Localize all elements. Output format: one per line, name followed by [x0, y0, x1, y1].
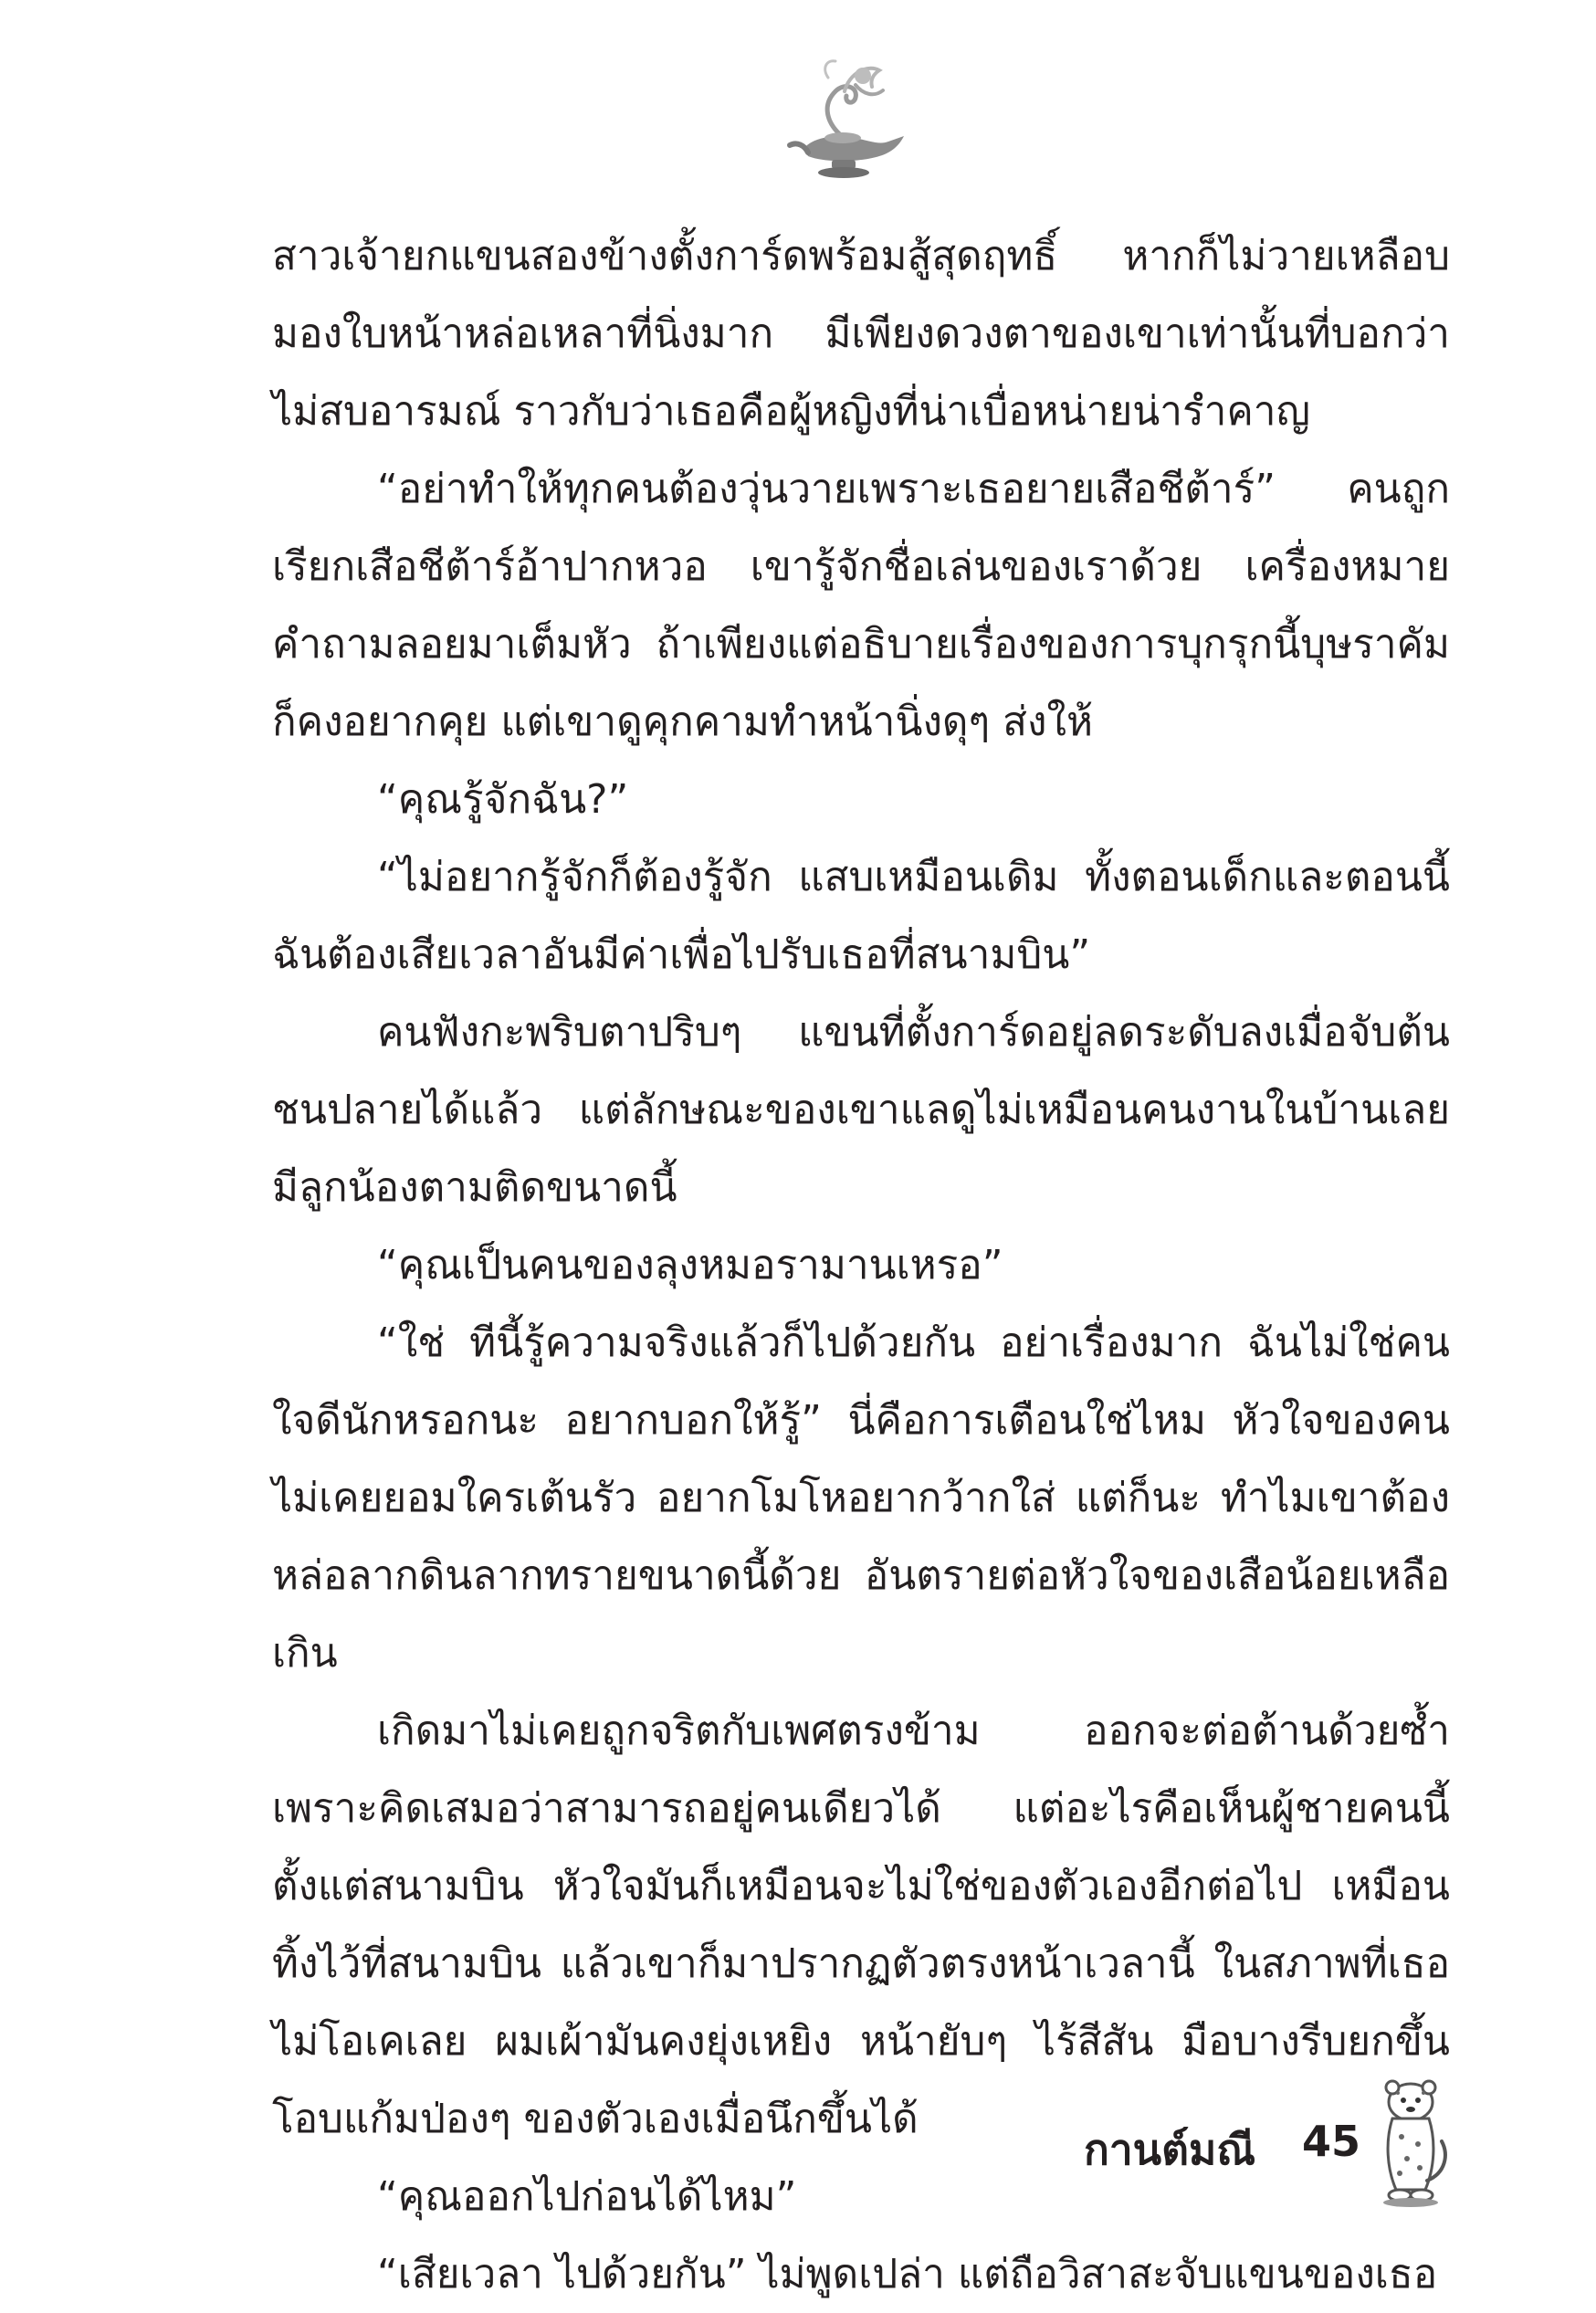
chapter-body: [272, 217, 1450, 2313]
paragraph: “ไม่อยากรู้จักก็ต้องรู้จัก แสบเหมือนเดิม ทั้งตอนเด็กและตอนนี้ ฉันต้องเสียเวลาอันมีค่าเพื่อไปรับเธอที่สนามบิน”: [272, 854, 1450, 978]
paragraph: คนฟังกะพริบตาปริบๆ แขนที่ตั้งการ์ดอยู่ลดระดับลงเมื่อจับต้นชนปลายได้แล้ว แต่ลักษณะของเขาแลดูไม่เหมือนคนงานในบ้านเลย มีลูกน้องตามติดขนาดนี้: [272, 1009, 1450, 1211]
author-name: กานต์มณี: [1084, 2125, 1255, 2174]
paragraph: “คุณออกไปก่อนได้ไหม”: [377, 2173, 797, 2220]
paragraph: สาวเจ้ายกแขนสองข้างตั้งการ์ดพร้อมสู้สุดฤทธิ์ หากก็ไม่วายเหลือบมองใบหน้าหล่อเหลาที่นิ่งมาก มีเพียงดวงตาของเขาเท่านั้นที่บอกว่าไม่สบอารมณ์ ราวกับว่าเธอคือผู้หญิงที่น่าเบื่อหน่ายน่ารำคาญ: [272, 233, 1450, 435]
paragraph: “คุณเป็นคนของลุงหมอรามานเหรอ”: [377, 1242, 1003, 1288]
paragraph: “ใช่ ทีนี้รู้ความจริงแล้วก็ไปด้วยกัน อย่าเรื่องมาก ฉันไม่ใช่คนใจดีนักหรอกนะ อยากบอกให้รู้” นี่คือการเตือนใช่ไหม หัวใจของคนไม่เคยยอมใครเต้นรัว อยากโมโหอยากว้ากใส่ แต่ก็นะ ทำไมเขาต้องหล่อลากดินลากทรายขนาดนี้ด้วย อันตรายต่อหัวใจของเสือน้อยเหลือเกิน: [272, 1319, 1450, 1677]
page-footer: [1050, 2073, 1452, 2219]
genie-lamp-icon: [772, 50, 918, 187]
paragraph: “คุณรู้จักฉัน?”: [377, 776, 629, 823]
page-number: 45: [1301, 2117, 1360, 2166]
paragraph: เกิดมาไม่เคยถูกจริตกับเพศตรงข้าม ออกจะต่อต้านด้วยซ้ำเพราะคิดเสมอว่าสามารถอยู่คนเดียวได้ แต่อะไรคือเห็นผู้ชายคนนี้ตั้งแต่สนามบิน หัวใจมันก็เหมือนจะไม่ใช่ของตัวเองอีกต่อไป เหมือนทิ้งไว้ที่สนามบิน แล้วเขาก็มาปรากฏตัวตรงหน้าเวลานี้ ในสภาพที่เธอไม่โอเคเลย ผมเผ้ามันคงยุ่งเหยิง หน้ายับๆ ไร้สีสัน มือบางรีบยกขึ้นโอบแก้มป่องๆ ของตัวเองเมื่อนึกขึ้นได้: [272, 1708, 1450, 2142]
paragraph: “เสียเวลา ไปด้วยกัน” ไม่พูดเปล่า แต่ถือวิสาสะจับแขนของเธอ: [377, 2251, 1438, 2297]
cheetah-mascot-icon: [1365, 2073, 1452, 2210]
paragraph: “อย่าทำให้ทุกคนต้องวุ่นวายเพราะเธอยายเสือชีต้าร์” คนถูกเรียกเสือชีต้าร์อ้าปากหวอ เขารู้จักชื่อเล่นของเราด้วย เครื่องหมายคำถามลอยมาเต็มหัว ถ้าเพียงแต่อธิบายเรื่องของการบุกรุกนี้บุษราคัมก็คงอยากคุย แต่เขาดูคุกคามทำหน้านิ่งดุๆ ส่งให้: [272, 466, 1450, 745]
